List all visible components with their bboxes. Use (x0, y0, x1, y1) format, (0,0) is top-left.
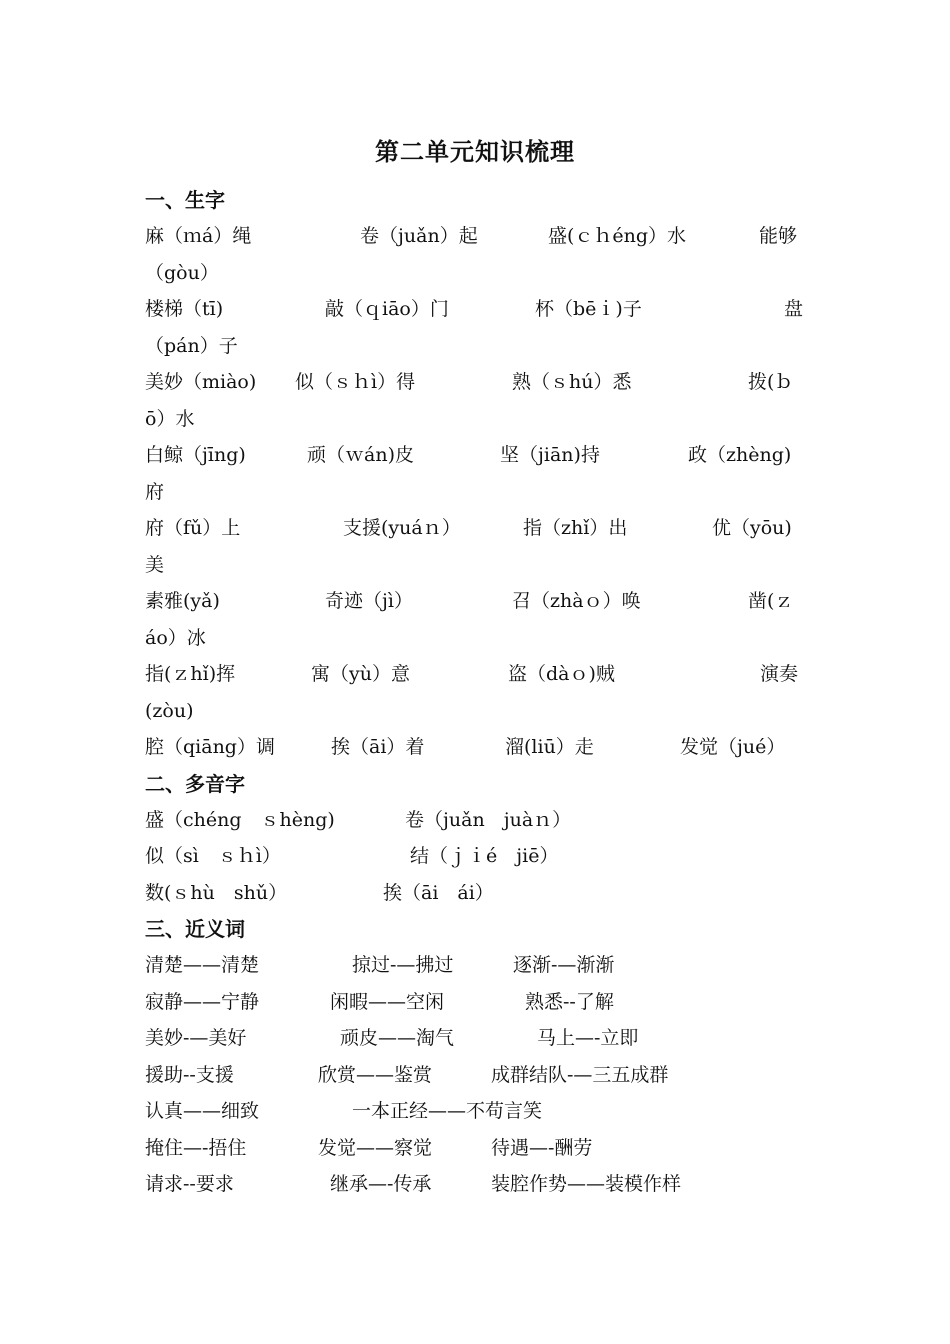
synonym-row (145, 984, 810, 1021)
char-entry: 府（fǔ）上 (145, 517, 241, 539)
synonym-row (145, 947, 810, 984)
polyphone-entry: 卷（juǎn juàｎ） (405, 808, 572, 831)
synonym-pair: 闲暇——空闲 (330, 990, 445, 1013)
synonym-row (145, 1057, 810, 1094)
synonym-pair: 寂静——宁静 (145, 990, 260, 1013)
char-entry: 素雅(yǎ) (145, 590, 220, 612)
char-entry: 政（zhèng) (688, 444, 792, 466)
synonym-pair: 装腔作势——装模作样 (491, 1173, 682, 1195)
char-row-continuation: （pán）子 (145, 334, 238, 357)
synonym-row (145, 1020, 810, 1057)
char-entry: 敲（ｑiāo）门 (325, 298, 449, 320)
char-entry: 发觉（jué） (680, 736, 786, 758)
char-entry: 奇迹（jì） (325, 590, 413, 612)
section-heading-polyphonic: 二、多音字 (145, 771, 245, 796)
char-entry: 拨(ｂ (748, 371, 794, 393)
char-entry: 似（ｓｈì）得 (295, 371, 416, 393)
char-entry: 盛(ｃｈéng）水 (548, 225, 687, 247)
synonym-pair: 掩住—-捂住 (145, 1136, 247, 1159)
char-row-continuation: 美 (145, 553, 165, 576)
synonym-pair: 发觉——察觉 (318, 1136, 433, 1159)
char-row-continuation: áo）冰 (145, 626, 206, 649)
synonym-pair: 成群结队-—三五成群 (491, 1063, 669, 1086)
char-entry: 白鲸（jīng) (145, 444, 246, 466)
synonym-pair: 请求--要求 (145, 1173, 234, 1195)
document-title: 第二单元知识梳理 (375, 138, 575, 166)
char-entry: 演奏 (760, 663, 799, 685)
document-body (145, 182, 810, 1203)
char-entry: 麻（ｍá）绳 (145, 225, 252, 247)
polyphone-row (145, 838, 810, 875)
char-entry: 熟（ｓhú）悉 (512, 371, 632, 393)
char-entry: 美妙（miào) (145, 371, 257, 393)
synonym-pair: 掠过-—拂过 (352, 954, 454, 976)
char-entry: 召（zhàｏ）唤 (512, 590, 641, 612)
section-heading-synonyms: 三、近义词 (145, 917, 245, 941)
char-row (145, 291, 810, 328)
char-entry: 盗（dàｏ)贼 (508, 663, 615, 685)
char-row (145, 364, 810, 401)
char-entry: 能够 (759, 225, 798, 247)
char-entry: 指(ｚhǐ)挥 (145, 663, 236, 685)
char-entry: 寓（yù）意 (311, 663, 410, 685)
char-row (145, 437, 810, 474)
polyphone-row (145, 875, 810, 912)
synonym-row (145, 1166, 810, 1203)
char-entry: 腔（qiāng）调 (145, 736, 275, 758)
char-entry: 卷（juǎn）起 (360, 225, 478, 247)
synonym-pair: 欣赏——鉴赏 (318, 1063, 433, 1086)
synonym-pair: 熟悉--了解 (525, 990, 614, 1013)
synonym-pair: 逐渐-—渐渐 (513, 954, 615, 976)
char-row (145, 729, 810, 766)
polyphone-entry: 结（ｊｉé jiē） (410, 845, 559, 867)
char-entry: 坚（jiān)持 (500, 444, 600, 466)
polyphone-entry: 盛（chéng ｓhèng) (145, 808, 335, 831)
char-entry: 优（yōu) (712, 517, 792, 539)
synonym-pair: 顽皮——淘气 (340, 1027, 455, 1049)
char-entry: 楼梯（tī) (145, 298, 224, 320)
polyphone-entry: 似（sì ｓｈì） (145, 845, 281, 867)
char-row (145, 656, 810, 693)
char-entry: 支援(yuáｎ） (343, 517, 461, 539)
char-row (145, 218, 810, 255)
char-entry: 顽（ｗán)皮 (307, 444, 414, 466)
polyphone-entry: 挨（āi ái） (383, 881, 494, 904)
char-row-continuation: 府 (145, 480, 165, 503)
synonym-row (145, 1093, 810, 1130)
synonym-pair: 马上—-立即 (537, 1027, 639, 1049)
char-row (145, 583, 810, 620)
polyphone-row (145, 802, 810, 839)
char-entry: 挨（āi）着 (331, 736, 425, 758)
synonym-pair: 待遇—-酬劳 (491, 1136, 593, 1159)
char-row-continuation: (zòu) (145, 699, 194, 722)
char-entry: 杯（bēｉ)子 (535, 298, 642, 320)
synonym-pair: 清楚——清楚 (145, 954, 260, 976)
synonym-pair: 美妙-—美好 (145, 1027, 247, 1049)
synonym-pair: 一本正经——不苟言笑 (352, 1100, 543, 1122)
char-entry: 盘 (784, 298, 804, 320)
synonym-pair: 继承—-传承 (330, 1173, 432, 1195)
char-row-continuation: ō）水 (145, 407, 195, 430)
synonym-pair: 援助--支援 (145, 1063, 234, 1086)
synonym-row (145, 1130, 810, 1167)
char-entry: 凿(ｚ (748, 590, 794, 612)
char-entry: 溜(liū）走 (505, 736, 594, 758)
polyphone-entry: 数(ｓhù shǔ） (145, 881, 288, 904)
section-heading-new-characters: 一、生字 (145, 188, 225, 212)
char-row (145, 510, 810, 547)
char-row-continuation: （gòu） (145, 261, 219, 284)
synonym-pair: 认真——细致 (145, 1100, 260, 1122)
char-entry: 指（zhǐ）出 (523, 517, 628, 539)
